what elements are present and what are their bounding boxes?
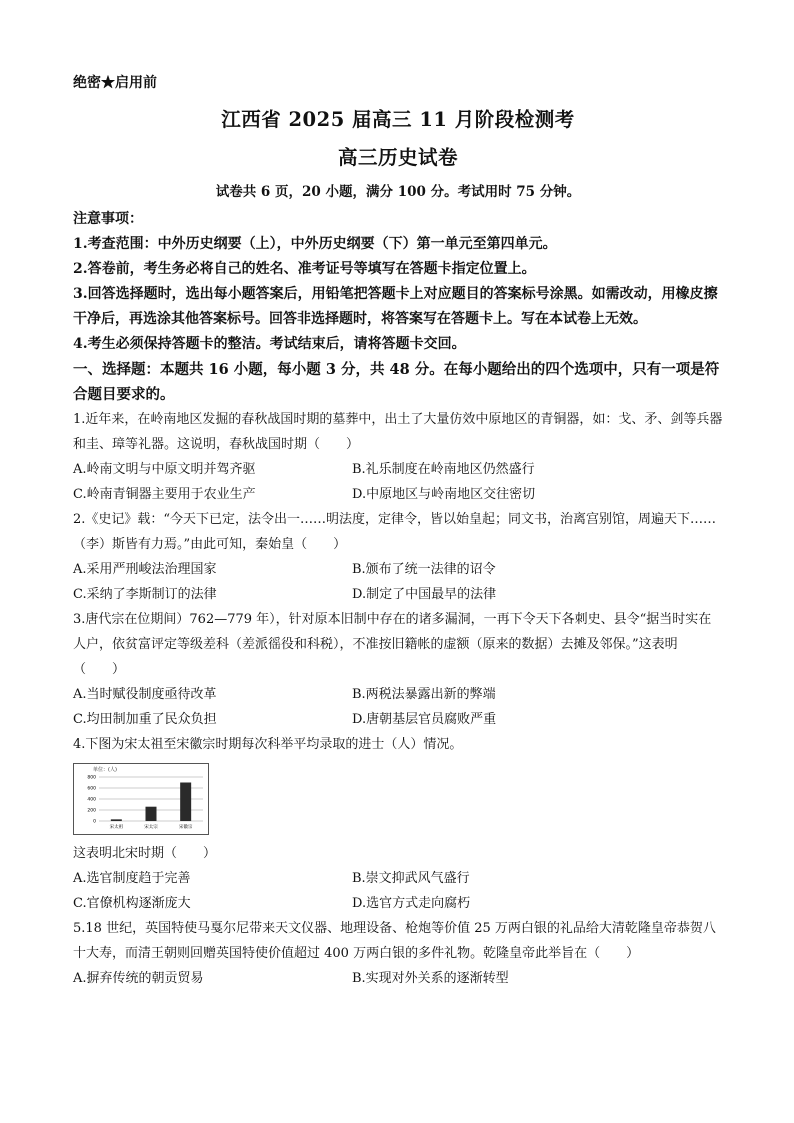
notice-item: 1.考查范围：中外历史纲要（上），中外历史纲要（下）第一单元至第四单元。 <box>73 236 557 252</box>
option: A.岭南文明与中原文明并驾齐驱 <box>73 462 256 477</box>
option: A.选官制度趋于完善 <box>73 871 191 886</box>
x-tick-label: 宋太宗 <box>144 825 158 830</box>
option: B.两税法暴露出新的弊端 <box>352 687 496 702</box>
y-tick-label: 600 <box>87 786 96 792</box>
notice-heading: 注意事项： <box>73 211 143 227</box>
option: C.官僚机构逐渐庞大 <box>73 896 191 911</box>
question-options <box>73 457 723 507</box>
exam-subject-title: 高三历史试卷 <box>337 146 458 169</box>
notice-item: 3.回答选择题时，选出每小题答案后，用铅笔把答题卡上对应题目的答案标号涂黑。如需改动，用橡皮擦干净后，再选涂其他答案标号。回答非选择题时，将答案写在答题卡上。写在本试卷上无效。 <box>73 286 718 327</box>
x-tick-label: 宋徽宗 <box>178 825 193 830</box>
bar-chart <box>73 763 209 835</box>
option: C.岭南青铜器主要用于农业生产 <box>73 487 256 502</box>
option: B.崇文抑武风气盛行 <box>352 871 470 886</box>
exam-title: 江西省 2025 届高三 11 月阶段检测考 <box>221 108 575 131</box>
question-stem: 3.唐代宗在位期间）762—779 年），针对原本旧制中存在的诸多漏洞，一再下令天下各刺史、县令“据当时实在人户，依贫富评定等级差科（差派徭役和科税），不准按旧籍帐的虚额（原来的数据）去摊及邻保。”这表明（ ） <box>73 612 712 677</box>
option: D.选官方式走向腐朽 <box>352 896 471 911</box>
y-axis-label: 单位：(人) <box>93 767 117 773</box>
option: B.颁布了统一法律的诏令 <box>352 562 496 577</box>
confidential-mark: 绝密★启用前 <box>73 75 157 91</box>
y-tick-label: 0 <box>93 819 96 825</box>
option: C.采纳了李斯制订的法律 <box>73 587 217 602</box>
exam-info: 试卷共 6 页，20 小题，满分 100 分。考试用时 75 分钟。 <box>215 184 581 200</box>
option: D.制定了中国最早的法律 <box>352 587 497 602</box>
question-options <box>73 682 723 732</box>
option: D.中原地区与岭南地区交往密切 <box>352 487 536 502</box>
question-after-chart: 这表明北宋时期（ ） <box>73 846 217 861</box>
notice-item: 4.考生必须保持答题卡的整洁。考试结束后，请将答题卡交回。 <box>73 336 466 352</box>
question-stem: 5.18 世纪，英国特使马戛尔尼带来天文仪器、地理设备、枪炮等价值 25 万两白银的礼品给大清乾隆皇帝恭贺八十大寿，而清王朝则回赠英国特使价值超过 400 万两白银的多件礼物。乾隆皇帝此举旨在（ ） <box>73 921 716 961</box>
bar <box>146 807 157 821</box>
y-tick-label: 400 <box>87 797 96 803</box>
y-tick-label: 800 <box>87 775 96 781</box>
x-tick-label: 宋太祖 <box>109 825 124 830</box>
question-options <box>73 866 723 916</box>
bar <box>111 819 122 821</box>
y-tick-label: 200 <box>87 808 96 814</box>
option: A.采用严刑峻法治理国家 <box>73 562 217 577</box>
question-stem: 4.下图为宋太祖至宋徽宗时期每次科举平均录取的进士（人）情况。 <box>73 737 463 752</box>
question-options <box>73 966 723 991</box>
question-stem: 1.近年来，在岭南地区发掘的春秋战国时期的墓葬中，出土了大量仿效中原地区的青铜器，如：戈、矛、剑等兵器和圭、璋等礼器。这说明，春秋战国时期（ ） <box>73 412 723 452</box>
option: A.当时赋役制度亟待改革 <box>73 687 217 702</box>
option: D.唐朝基层官员腐败严重 <box>352 712 497 727</box>
question-options <box>73 557 723 607</box>
option: B.礼乐制度在岭南地区仍然盛行 <box>352 462 535 477</box>
exam-page <box>73 72 723 991</box>
section-heading: 一、选择题：本题共 16 小题，每小题 3 分，共 48 分。在每小题给出的四个选项中，只有一项是符合题目要求的。 <box>73 361 720 403</box>
question-stem: 2.《史记》载：“今天下已定，法令出一……明法度，定律令，皆以始皇起；同文书，治离宫别馆，周遍天下……（李）斯皆有力焉。”由此可知，秦始皇（ ） <box>73 512 717 552</box>
bar <box>180 783 191 822</box>
bar-chart-svg <box>73 763 209 835</box>
option: B.实现对外关系的逐渐转型 <box>352 971 509 986</box>
option: C.均田制加重了民众负担 <box>73 712 217 727</box>
notice-item: 2.答卷前，考生务必将自己的姓名、准考证号等填写在答题卡指定位置上。 <box>73 261 536 277</box>
option: A.摒弃传统的朝贡贸易 <box>73 971 204 986</box>
